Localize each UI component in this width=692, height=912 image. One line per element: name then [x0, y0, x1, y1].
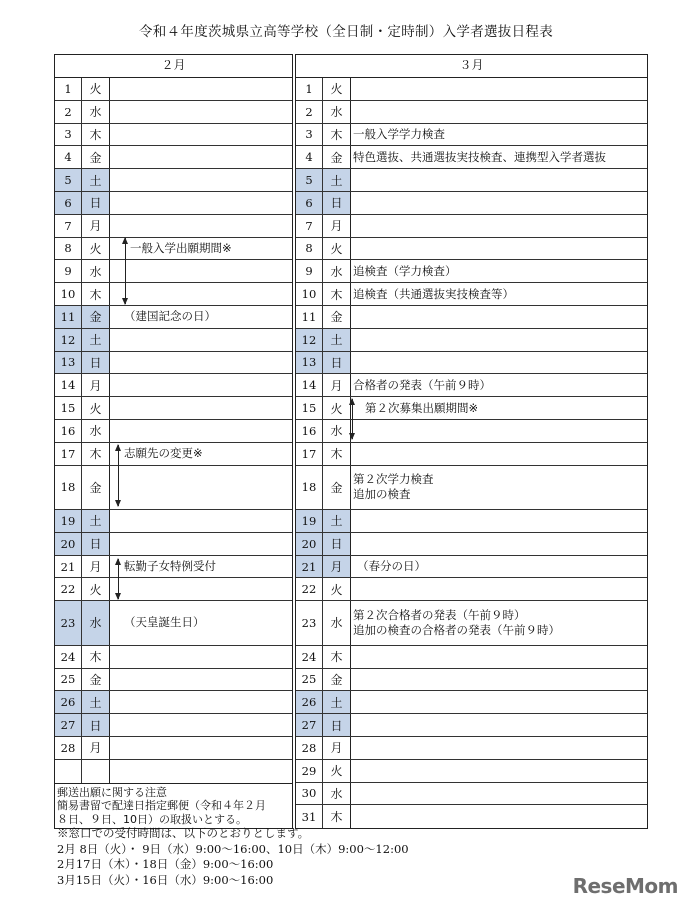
table-row	[296, 374, 647, 397]
day-number: 21	[296, 556, 323, 578]
table-row	[296, 760, 647, 783]
weekday: 月	[323, 215, 351, 237]
table-row	[296, 737, 647, 760]
day-number: 29	[296, 760, 323, 782]
day-number: 10	[55, 283, 82, 305]
day-number: 8	[296, 238, 323, 260]
event-cell	[110, 215, 292, 237]
event-cell	[110, 192, 292, 214]
weekday: 火	[82, 238, 110, 260]
event-cell	[110, 329, 292, 351]
resemom-logo: ReseMom	[572, 874, 678, 898]
event-text: 追検査（学力検査）	[353, 263, 457, 278]
table-row	[55, 329, 292, 352]
table-row	[296, 466, 647, 511]
day-number: 26	[55, 691, 82, 713]
day-number: 9	[55, 260, 82, 282]
day-number: 17	[55, 443, 82, 465]
event-cell	[351, 306, 647, 328]
day-number: 26	[296, 691, 323, 713]
day-number: 7	[296, 215, 323, 237]
day-number: 13	[296, 352, 323, 374]
day-number: 18	[55, 466, 82, 510]
event-cell	[351, 238, 647, 260]
table-row	[55, 397, 292, 420]
table-row	[296, 78, 647, 101]
weekday: 水	[323, 101, 351, 123]
table-row	[296, 510, 647, 533]
event-cell	[351, 646, 647, 668]
weekday: 金	[82, 146, 110, 168]
event-cell	[351, 805, 647, 828]
weekday: 火	[82, 78, 110, 100]
event-text: 追加の検査	[353, 487, 411, 502]
day-number: 9	[296, 260, 323, 282]
event-cell	[351, 578, 647, 600]
day-number: 22	[296, 578, 323, 600]
table-row	[55, 737, 292, 760]
note-line-2: ８日、９日、10日）の取扱いとする。	[57, 812, 247, 826]
weekday: 水	[82, 420, 110, 442]
weekday: 火	[323, 397, 351, 419]
table-row	[296, 805, 647, 828]
day-number: 30	[296, 783, 323, 805]
weekday: 土	[82, 329, 110, 351]
event-cell	[110, 556, 292, 578]
table-row	[55, 215, 292, 238]
day-number: 3	[296, 124, 323, 146]
weekday: 金	[323, 146, 351, 168]
table-row	[55, 260, 292, 283]
table-row	[55, 691, 292, 714]
weekday: 土	[323, 169, 351, 191]
event-cell	[110, 306, 292, 328]
weekday: 金	[323, 306, 351, 328]
weekday: 土	[82, 510, 110, 532]
event-cell	[351, 420, 647, 442]
table-row	[296, 646, 647, 669]
event-text: 第２次学力検査	[353, 472, 434, 487]
weekday: 土	[323, 691, 351, 713]
event-text: 追加の検査の合格者の発表（午前９時）	[353, 622, 560, 637]
event-text: 一般入学出願期間※	[130, 240, 232, 255]
weekday: 火	[323, 78, 351, 100]
event-cell	[351, 352, 647, 374]
day-number: 21	[55, 556, 82, 578]
weekday: 日	[82, 533, 110, 555]
table-row	[296, 329, 647, 352]
event-cell	[351, 260, 647, 282]
weekday: 日	[82, 714, 110, 736]
weekday: 日	[82, 352, 110, 374]
event-cell	[110, 352, 292, 374]
day-number: 5	[296, 169, 323, 191]
event-text: 志願先の変更※	[124, 446, 203, 461]
footer-line-1: ※窓口での受付時間は、以下のとおりとします。	[57, 826, 310, 840]
day-number: 12	[296, 329, 323, 351]
event-cell	[351, 510, 647, 532]
weekday: 日	[323, 714, 351, 736]
table-row	[55, 533, 292, 556]
weekday: 水	[82, 260, 110, 282]
day-number: 23	[296, 601, 323, 645]
event-cell	[351, 329, 647, 351]
table-row	[296, 533, 647, 556]
weekday: 水	[323, 420, 351, 442]
table-row	[296, 578, 647, 601]
event-text: （春分の日）	[357, 559, 426, 574]
day-number: 6	[296, 192, 323, 214]
weekday: 月	[323, 556, 351, 578]
day-number: 5	[55, 169, 82, 191]
february-rows	[55, 78, 292, 783]
reception-hours-note	[57, 826, 409, 888]
day-number: 18	[296, 466, 323, 510]
weekday: 日	[323, 192, 351, 214]
table-row	[55, 238, 292, 261]
weekday: 水	[323, 783, 351, 805]
weekday	[82, 760, 110, 783]
event-text: （天皇誕生日）	[124, 615, 205, 630]
day-number: 1	[55, 78, 82, 100]
table-row	[55, 601, 292, 646]
table-row	[55, 192, 292, 215]
table-row	[55, 146, 292, 169]
weekday: 月	[323, 374, 351, 396]
event-text: 合格者の発表（午前９時）	[353, 377, 491, 392]
table-row	[55, 169, 292, 192]
table-row	[296, 443, 647, 466]
event-text: 特色選抜、共通選抜実技検査、連携型入学者選抜	[353, 149, 606, 164]
table-row	[296, 783, 647, 806]
day-number: 11	[296, 306, 323, 328]
day-number: 6	[55, 192, 82, 214]
event-cell	[110, 510, 292, 532]
weekday: 金	[82, 306, 110, 328]
table-row	[296, 146, 647, 169]
event-cell	[351, 443, 647, 465]
table-row	[55, 556, 292, 579]
page-title: 令和４年度茨城県立高等学校（全日制・定時制）入学者選抜日程表	[139, 24, 553, 40]
table-row	[296, 714, 647, 737]
event-cell	[351, 283, 647, 305]
event-cell	[351, 101, 647, 123]
day-number: 20	[55, 533, 82, 555]
weekday: 金	[323, 669, 351, 691]
weekday: 火	[82, 397, 110, 419]
footer-line-4: 3月15日（火）・16日（水）9:00～16:00	[57, 872, 274, 887]
table-row	[296, 260, 647, 283]
event-cell	[110, 101, 292, 123]
mail-application-note	[55, 783, 292, 829]
weekday: 火	[323, 760, 351, 782]
day-number: 16	[296, 420, 323, 442]
event-cell	[351, 737, 647, 759]
event-cell	[110, 124, 292, 146]
day-number: 25	[296, 669, 323, 691]
day-number: 4	[55, 146, 82, 168]
event-text: 第２次合格者の発表（午前９時）	[353, 607, 526, 622]
event-cell	[110, 169, 292, 191]
weekday: 火	[82, 578, 110, 600]
table-row	[296, 669, 647, 692]
day-number: 28	[296, 737, 323, 759]
event-cell	[351, 169, 647, 191]
february-header: ２月	[55, 55, 292, 78]
event-cell	[110, 238, 292, 260]
weekday: 土	[82, 691, 110, 713]
footer-line-3: 2月17日（木）・18日（金）9:00～16:00	[57, 857, 274, 871]
event-cell	[110, 443, 292, 465]
event-text: 追検査（共通選抜実技検査等）	[353, 286, 514, 301]
day-number: 24	[296, 646, 323, 668]
day-number: 4	[296, 146, 323, 168]
weekday: 月	[323, 737, 351, 759]
weekday: 月	[82, 556, 110, 578]
event-text: （建国記念の日）	[124, 309, 216, 324]
weekday: 水	[323, 260, 351, 282]
event-cell	[110, 78, 292, 100]
day-number: 16	[55, 420, 82, 442]
event-cell	[351, 714, 647, 736]
day-number: 14	[296, 374, 323, 396]
weekday: 土	[323, 329, 351, 351]
day-number	[55, 760, 82, 783]
event-cell	[351, 669, 647, 691]
day-number: 7	[55, 215, 82, 237]
weekday: 水	[82, 601, 110, 645]
table-row	[55, 466, 292, 511]
weekday: 金	[82, 466, 110, 510]
event-cell	[351, 760, 647, 782]
table-row	[55, 510, 292, 533]
event-cell	[110, 260, 292, 282]
day-number: 10	[296, 283, 323, 305]
day-number: 13	[55, 352, 82, 374]
table-row	[296, 556, 647, 579]
day-number: 11	[55, 306, 82, 328]
day-number: 15	[296, 397, 323, 419]
arrow-mar-second-application-icon	[352, 399, 353, 439]
event-text: 第２次募集出願期間※	[365, 400, 479, 415]
table-row	[55, 352, 292, 375]
march-table	[295, 54, 648, 829]
weekday: 火	[323, 238, 351, 260]
weekday: 木	[323, 283, 351, 305]
event-cell	[110, 691, 292, 713]
day-number: 12	[55, 329, 82, 351]
march-header: ３月	[296, 55, 647, 78]
event-cell	[110, 420, 292, 442]
note-line-1: 簡易書留で配達日指定郵便（令和４年２月	[57, 799, 266, 813]
table-row	[55, 443, 292, 466]
weekday: 土	[82, 169, 110, 191]
table-row	[55, 578, 292, 601]
event-cell	[351, 601, 647, 645]
table-row	[296, 169, 647, 192]
table-row	[296, 101, 647, 124]
weekday: 木	[323, 443, 351, 465]
weekday: 月	[82, 374, 110, 396]
day-number: 27	[296, 714, 323, 736]
table-row	[55, 420, 292, 443]
table-row	[55, 306, 292, 329]
march-rows	[296, 78, 647, 828]
event-cell	[351, 783, 647, 805]
weekday: 月	[82, 737, 110, 759]
day-number: 28	[55, 737, 82, 759]
event-cell	[351, 374, 647, 396]
event-cell	[351, 146, 647, 168]
weekday: 火	[323, 578, 351, 600]
table-row	[296, 306, 647, 329]
weekday: 土	[323, 510, 351, 532]
weekday: 水	[82, 101, 110, 123]
day-number: 3	[55, 124, 82, 146]
day-number: 8	[55, 238, 82, 260]
day-number: 27	[55, 714, 82, 736]
day-number: 23	[55, 601, 82, 645]
day-number: 17	[296, 443, 323, 465]
event-cell	[110, 760, 292, 783]
table-row	[296, 124, 647, 147]
event-text: 転勤子女特例受付	[124, 559, 216, 574]
day-number: 1	[296, 78, 323, 100]
event-cell	[351, 397, 647, 419]
event-cell	[351, 78, 647, 100]
table-row	[296, 352, 647, 375]
event-cell	[110, 397, 292, 419]
weekday: 月	[82, 215, 110, 237]
day-number: 2	[55, 101, 82, 123]
day-number: 19	[296, 510, 323, 532]
event-cell	[110, 146, 292, 168]
event-cell	[351, 533, 647, 555]
weekday: 木	[82, 283, 110, 305]
table-row	[55, 714, 292, 737]
day-number: 24	[55, 646, 82, 668]
event-cell	[110, 714, 292, 736]
event-cell	[110, 669, 292, 691]
weekday: 木	[323, 805, 351, 828]
event-cell	[351, 124, 647, 146]
table-row	[55, 78, 292, 101]
table-row	[296, 283, 647, 306]
arrow-feb-change-choice-icon	[118, 445, 119, 506]
weekday: 木	[82, 124, 110, 146]
table-row	[296, 238, 647, 261]
event-cell	[110, 601, 292, 645]
event-cell	[351, 215, 647, 237]
february-table	[54, 54, 293, 829]
weekday: 金	[82, 669, 110, 691]
table-row	[296, 192, 647, 215]
weekday: 日	[82, 192, 110, 214]
event-cell	[110, 646, 292, 668]
weekday: 木	[82, 646, 110, 668]
day-number: 22	[55, 578, 82, 600]
table-row	[55, 374, 292, 397]
day-number: 19	[55, 510, 82, 532]
table-row	[55, 283, 292, 306]
table-row	[55, 124, 292, 147]
event-cell	[351, 466, 647, 510]
event-cell	[351, 691, 647, 713]
arrow-feb-application-period-icon	[125, 238, 126, 304]
weekday: 水	[323, 601, 351, 645]
table-row	[296, 215, 647, 238]
event-cell	[110, 533, 292, 555]
day-number: 31	[296, 805, 323, 828]
table-row	[55, 101, 292, 124]
note-title: 郵送出願に関する注意	[57, 785, 167, 799]
day-number: 20	[296, 533, 323, 555]
event-cell	[351, 192, 647, 214]
event-cell	[110, 578, 292, 600]
table-row	[296, 691, 647, 714]
weekday: 日	[323, 533, 351, 555]
weekday: 日	[323, 352, 351, 374]
weekday: 木	[323, 124, 351, 146]
table-row	[55, 646, 292, 669]
weekday: 木	[82, 443, 110, 465]
footer-line-2: 2月 8日（火）・ 9日（水）9:00～16:00、10日（木）9:00～12:00	[57, 841, 409, 856]
event-cell	[351, 556, 647, 578]
event-cell	[110, 737, 292, 759]
day-number: 15	[55, 397, 82, 419]
weekday: 金	[323, 466, 351, 510]
day-number: 14	[55, 374, 82, 396]
day-number: 25	[55, 669, 82, 691]
day-number: 2	[296, 101, 323, 123]
event-cell	[110, 374, 292, 396]
table-row	[55, 760, 292, 783]
arrow-feb-transfer-children-icon	[118, 559, 119, 599]
event-cell	[110, 283, 292, 305]
event-cell	[110, 466, 292, 510]
table-row	[55, 669, 292, 692]
weekday: 木	[323, 646, 351, 668]
event-text: 一般入学学力検査	[353, 126, 445, 141]
table-row	[296, 601, 647, 646]
